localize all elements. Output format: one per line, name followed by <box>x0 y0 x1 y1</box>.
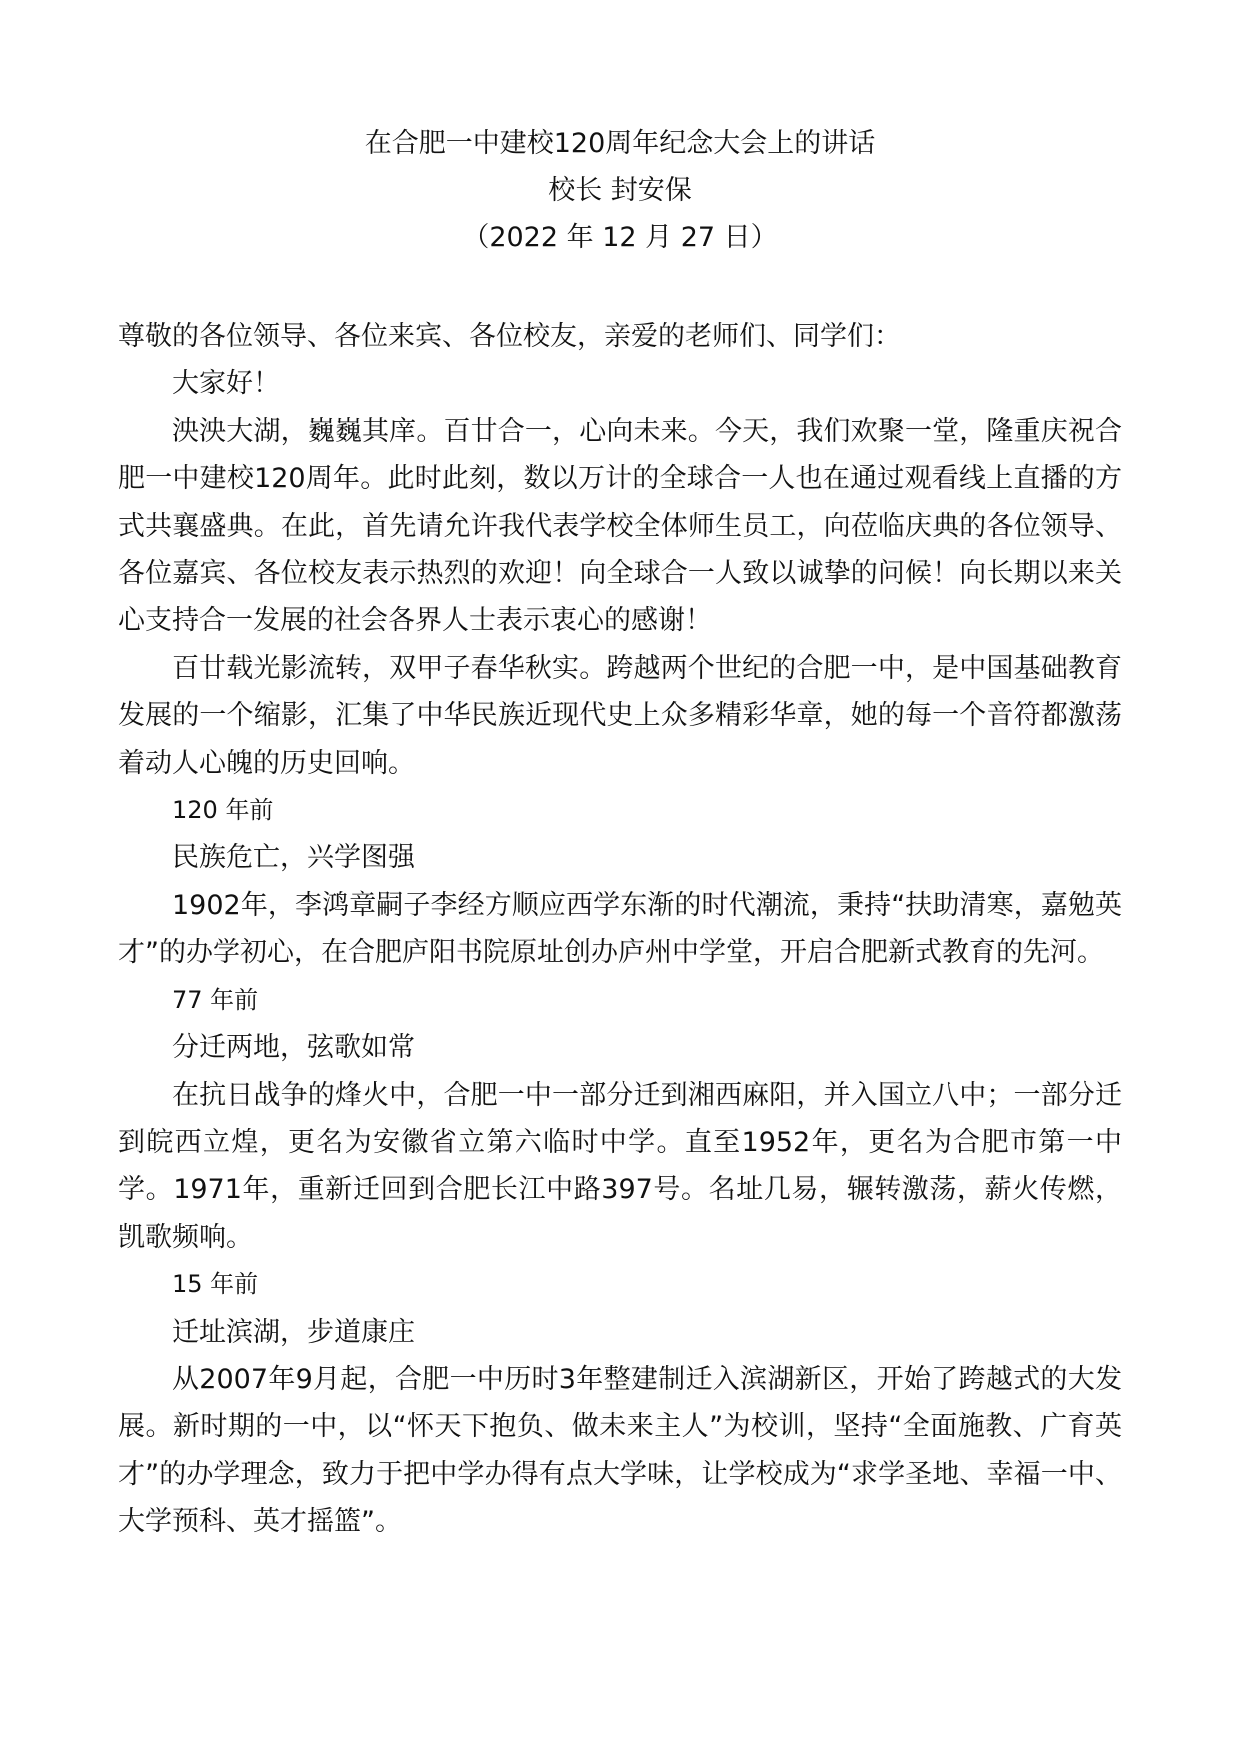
section-1-heading: 民族危亡，兴学图强 <box>172 842 415 874</box>
section-1-text: 1902年，李鸿章嗣子李经方顺应西学东渐的时代潮流，秉持“扶助清寒，嘉勉英才”的办学初心，在合肥庐阳书院原址创办庐州中学堂，开启合肥新式教育的先河。 <box>118 889 1122 969</box>
section-3-text: 从2007年9月起，合肥一中历时3年整建制迁入滨湖新区，开始了跨越式的大发展。新时期的一中，以“怀天下抱负、做未来主人”为校训，坚持“全面施教、广育英才”的办学理念，致力于把中学办得有点大学味，让学校成为“求学圣地、幸福一中、大学预科、英才摇篮”。 <box>118 1363 1122 1538</box>
speech-body <box>118 313 1122 1546</box>
section-3-year: 15 年前 <box>172 1270 259 1299</box>
section-2-year: 77 年前 <box>172 985 259 1014</box>
greeting: 大家好！ <box>172 368 280 400</box>
speech-header <box>118 120 1122 261</box>
section-3-heading: 迁址滨湖，步道康庄 <box>172 1316 415 1348</box>
speech-title: 在合肥一中建校120周年纪念大会上的讲话 <box>364 128 876 159</box>
paragraph-history: 百廿载光影流转，双甲子春华秋实。跨越两个世纪的合肥一中，是中国基础教育发展的一个缩影，汇集了中华民族近现代史上众多精彩华章，她的每一个音符都激荡着动人心魄的历史回响。 <box>118 652 1122 779</box>
speaker-byline: 校长 封安保 <box>548 175 692 206</box>
salutation: 尊敬的各位领导、各位来宾、各位校友，亲爱的老师们、同学们： <box>118 321 901 352</box>
section-1-year: 120 年前 <box>172 796 274 825</box>
section-2-text: 在抗日战争的烽火中，合肥一中一部分迁到湘西麻阳，并入国立八中；一部分迁到皖西立煌，更名为安徽省立第六临时中学。直至1952年，更名为合肥市第一中学。1971年，重新迁回到合肥长江中路397号。名址几易，辗转激荡，薪火传燃，凯歌频响。 <box>118 1079 1122 1253</box>
section-2-heading: 分迁两地，弦歌如常 <box>172 1032 415 1064</box>
paragraph-opening: 泱泱大湖，巍巍其庠。百廿合一，心向未来。今天，我们欢聚一堂，隆重庆祝合肥一中建校120周年。此时此刻，数以万计的全球合一人也在通过观看线上直播的方式共襄盛典。在此，首先请允许我代表学校全体师生员工，向莅临庆典的各位领导、各位嘉宾、各位校友表示热烈的欢迎！向全球合一人致以诚挚的问候！向长期以来关心支持合一发展的社会各界人士表示衷心的感谢！ <box>118 415 1122 637</box>
speech-date: （2022 年 12 月 27 日） <box>462 222 778 253</box>
